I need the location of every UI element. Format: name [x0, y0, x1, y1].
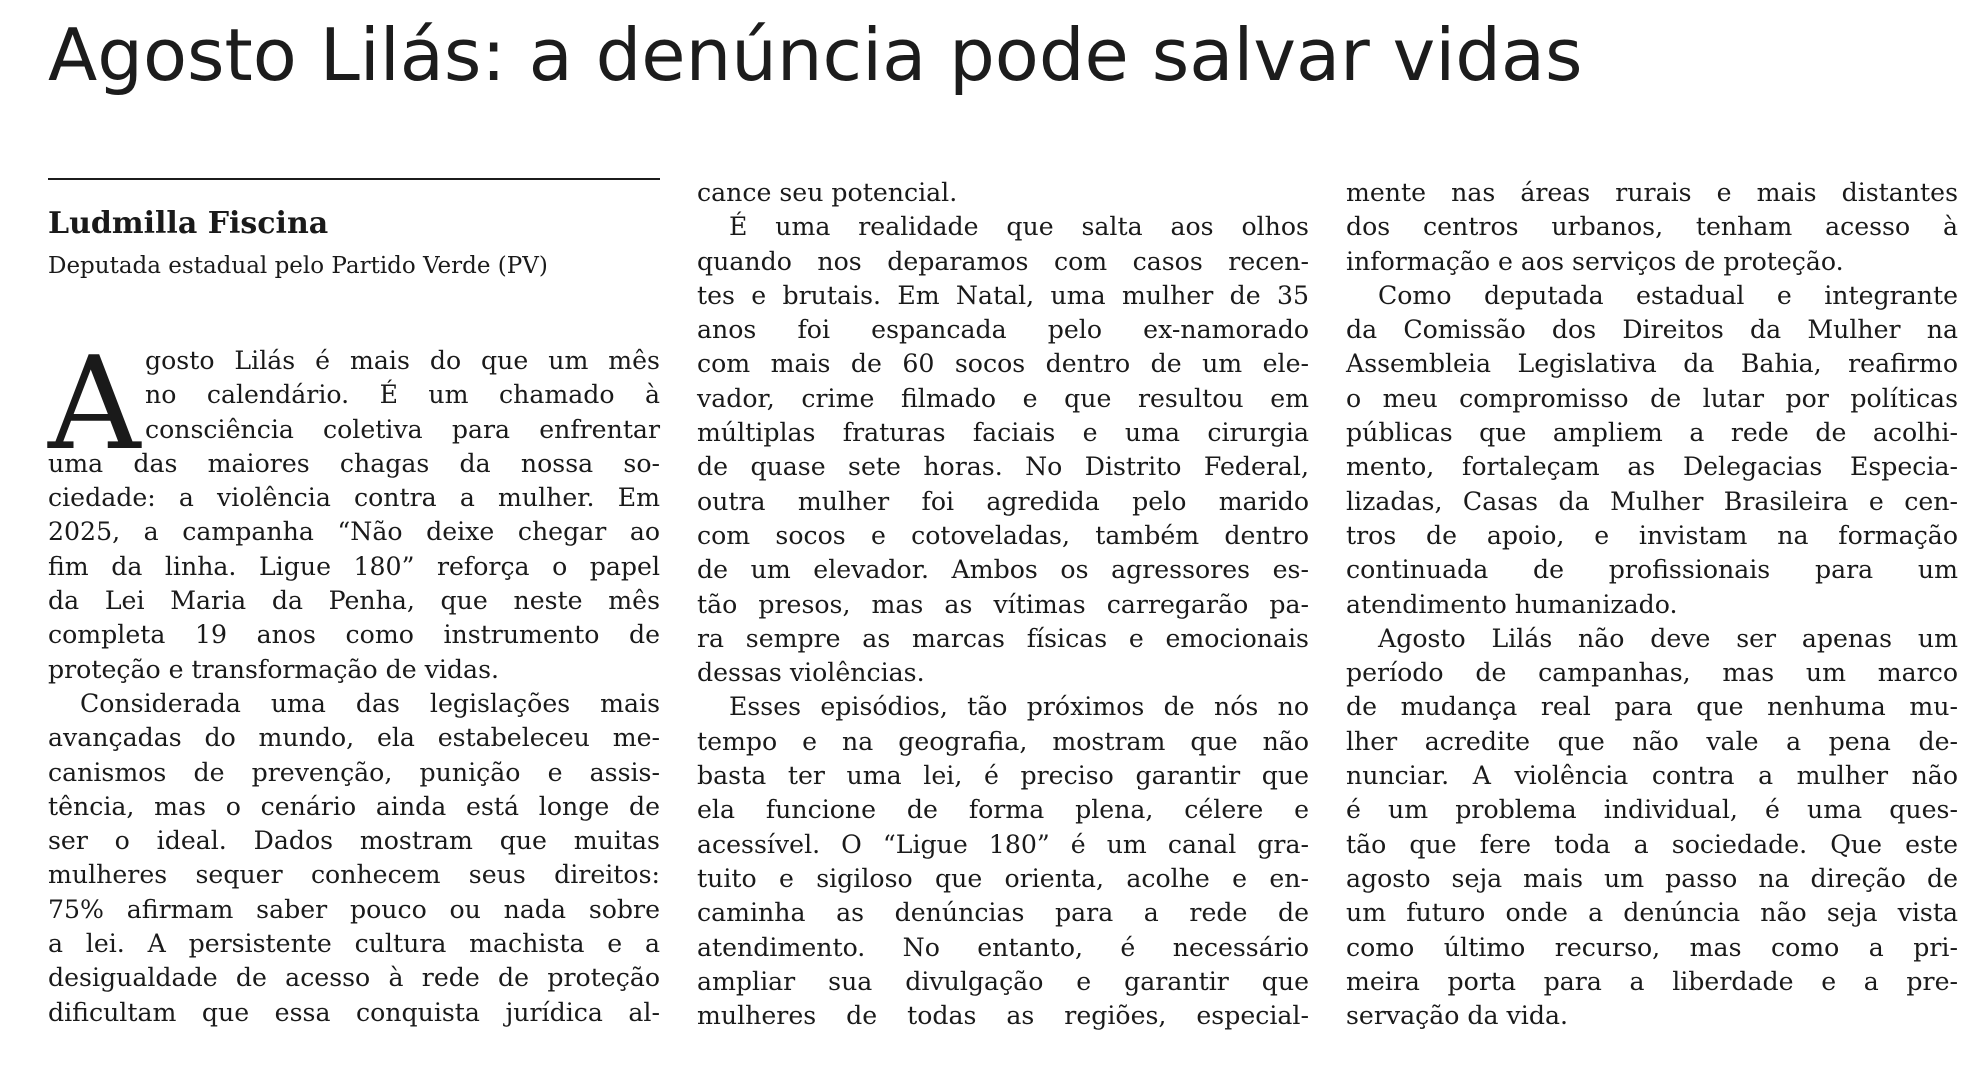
article-line: basta ter uma lei, é preciso garantir que	[697, 761, 1309, 791]
article-line: canismos de prevenção, punição e assis-	[48, 757, 660, 787]
article-column-3	[1346, 176, 1958, 1033]
author-name: Ludmilla Fiscina	[48, 206, 329, 241]
article-line: meira porta para a liberdade e a pre-	[1346, 966, 1958, 996]
article-line: gosto Lilás é mais do que um mês	[145, 346, 660, 375]
article-headline: Agosto Lilás: a denúncia pode salvar vidas	[48, 13, 1583, 97]
article-line: vador, crime filmado e que resultou em	[697, 383, 1309, 413]
drop-cap: A	[48, 330, 141, 479]
article-line: Esses episódios, tão próximos de nós no	[729, 692, 1309, 722]
article-line: uma das maiores chagas da nossa so-	[48, 448, 660, 478]
article-line: públicas que ampliem a rede de acolhi-	[1346, 418, 1958, 448]
article-line: com mais de 60 socos dentro de um ele-	[697, 349, 1309, 379]
article-line: 75% afirmam saber pouco ou nada sobre	[48, 894, 660, 924]
article-line: atendimento. No entanto, é necessário	[697, 932, 1309, 962]
article-line: tuito e sigiloso que orienta, acolhe e en-	[697, 863, 1309, 893]
article-line: Agosto Lilás não deve ser apenas um	[1378, 623, 1958, 653]
article-line: ser o ideal. Dados mostram que muitas	[48, 826, 660, 856]
article-line: de um elevador. Ambos os agressores es-	[697, 555, 1309, 585]
article-line: acessível. O “Ligue 180” é um canal gra-	[697, 829, 1309, 859]
article-line: múltiplas fraturas faciais e uma cirurgia	[697, 418, 1309, 448]
article-line: como último recurso, mas como a pri-	[1346, 932, 1958, 962]
article-line: outra mulher foi agredida pelo marido	[697, 486, 1309, 516]
article-line: ampliar sua divulgação e garantir que	[697, 966, 1309, 996]
article-line: mento, fortaleçam as Delegacias Especia-	[1346, 452, 1958, 482]
article-line: continuada de profissionais para um	[1346, 555, 1958, 585]
author-role: Deputada estadual pelo Partido Verde (PV)	[48, 253, 548, 279]
article-line: lizadas, Casas da Mulher Brasileira e cen-	[1346, 486, 1958, 516]
article-line: consciência coletiva para enfrentar	[145, 414, 660, 444]
article-line: atendimento humanizado.	[1346, 589, 1678, 619]
byline-rule	[48, 178, 660, 180]
article-line: mulheres sequer conhecem seus direitos:	[48, 860, 660, 890]
article-line: É uma realidade que salta aos olhos	[729, 212, 1309, 242]
article-line: um futuro onde a denúncia não seja vista	[1346, 898, 1958, 928]
article-line: tros de apoio, e invistam na formação	[1346, 520, 1958, 550]
article-line: de mudança real para que nenhuma mu-	[1346, 692, 1958, 722]
article-line: dessas violências.	[697, 658, 925, 688]
article-column-2	[697, 176, 1309, 1033]
article-line: caminha as denúncias para a rede de	[697, 898, 1309, 928]
article-line: de quase sete horas. No Distrito Federal,	[697, 452, 1309, 482]
article-line: nunciar. A violência contra a mulher não	[1346, 761, 1958, 791]
article-line: completa 19 anos como instrumento de	[48, 620, 660, 650]
article-column-1	[48, 330, 660, 1030]
article-line: tes e brutais. Em Natal, uma mulher de 35	[697, 280, 1309, 310]
article-line: fim da linha. Ligue 180” reforça o papel	[48, 551, 660, 581]
article-line: desigualdade de acesso à rede de proteção	[48, 963, 660, 993]
article-line: proteção e transformação de vidas.	[48, 654, 500, 684]
article-line: da Lei Maria da Penha, que neste mês	[48, 586, 660, 616]
article-line: com socos e cotoveladas, também dentro	[697, 520, 1309, 550]
article-line: Considerada uma das legislações mais	[80, 688, 660, 718]
article-line: Assembleia Legislativa da Bahia, reafirmo	[1346, 349, 1958, 379]
article-line: dificultam que essa conquista jurídica al-	[48, 997, 660, 1027]
article-line: tência, mas o cenário ainda está longe de	[48, 791, 660, 821]
article-line: avançadas do mundo, ela estabeleceu me-	[48, 723, 660, 753]
article-line: cance seu potencial.	[697, 178, 958, 207]
article-line: período de campanhas, mas um marco	[1346, 658, 1958, 688]
article-line: a lei. A persistente cultura machista e a	[48, 929, 660, 959]
article-line: da Comissão dos Direitos da Mulher na	[1346, 315, 1958, 345]
article-line: ela funcione de forma plena, célere e	[697, 795, 1309, 825]
article-line: dos centros urbanos, tenham acesso à	[1346, 212, 1958, 242]
article-line: servação da vida.	[1346, 1001, 1568, 1031]
article-line: 2025, a campanha “Não deixe chegar ao	[48, 517, 660, 547]
article-line: anos foi espancada pelo ex-namorado	[697, 315, 1309, 345]
article-line: agosto seja mais um passo na direção de	[1346, 863, 1958, 893]
article-line: Como deputada estadual e integrante	[1378, 280, 1958, 310]
article-line: ciedade: a violência contra a mulher. Em	[48, 483, 660, 513]
article-line: quando nos deparamos com casos recen-	[697, 246, 1309, 276]
article-line: ra sempre as marcas físicas e emocionais	[697, 623, 1309, 653]
article-line: lher acredite que não vale a pena de-	[1346, 726, 1958, 756]
article-line: no calendário. É um chamado à	[145, 380, 660, 410]
article-line: tempo e na geografia, mostram que não	[697, 726, 1309, 756]
article-line: tão presos, mas as vítimas carregarão pa-	[697, 589, 1309, 619]
article-line: é um problema individual, é uma ques-	[1346, 795, 1958, 825]
article-line: o meu compromisso de lutar por políticas	[1346, 383, 1958, 413]
article-line: mente nas áreas rurais e mais distantes	[1346, 178, 1958, 207]
article-line: informação e aos serviços de proteção.	[1346, 246, 1844, 276]
article-line: tão que fere toda a sociedade. Que este	[1346, 829, 1958, 859]
article-line: mulheres de todas as regiões, especial-	[697, 1001, 1309, 1031]
